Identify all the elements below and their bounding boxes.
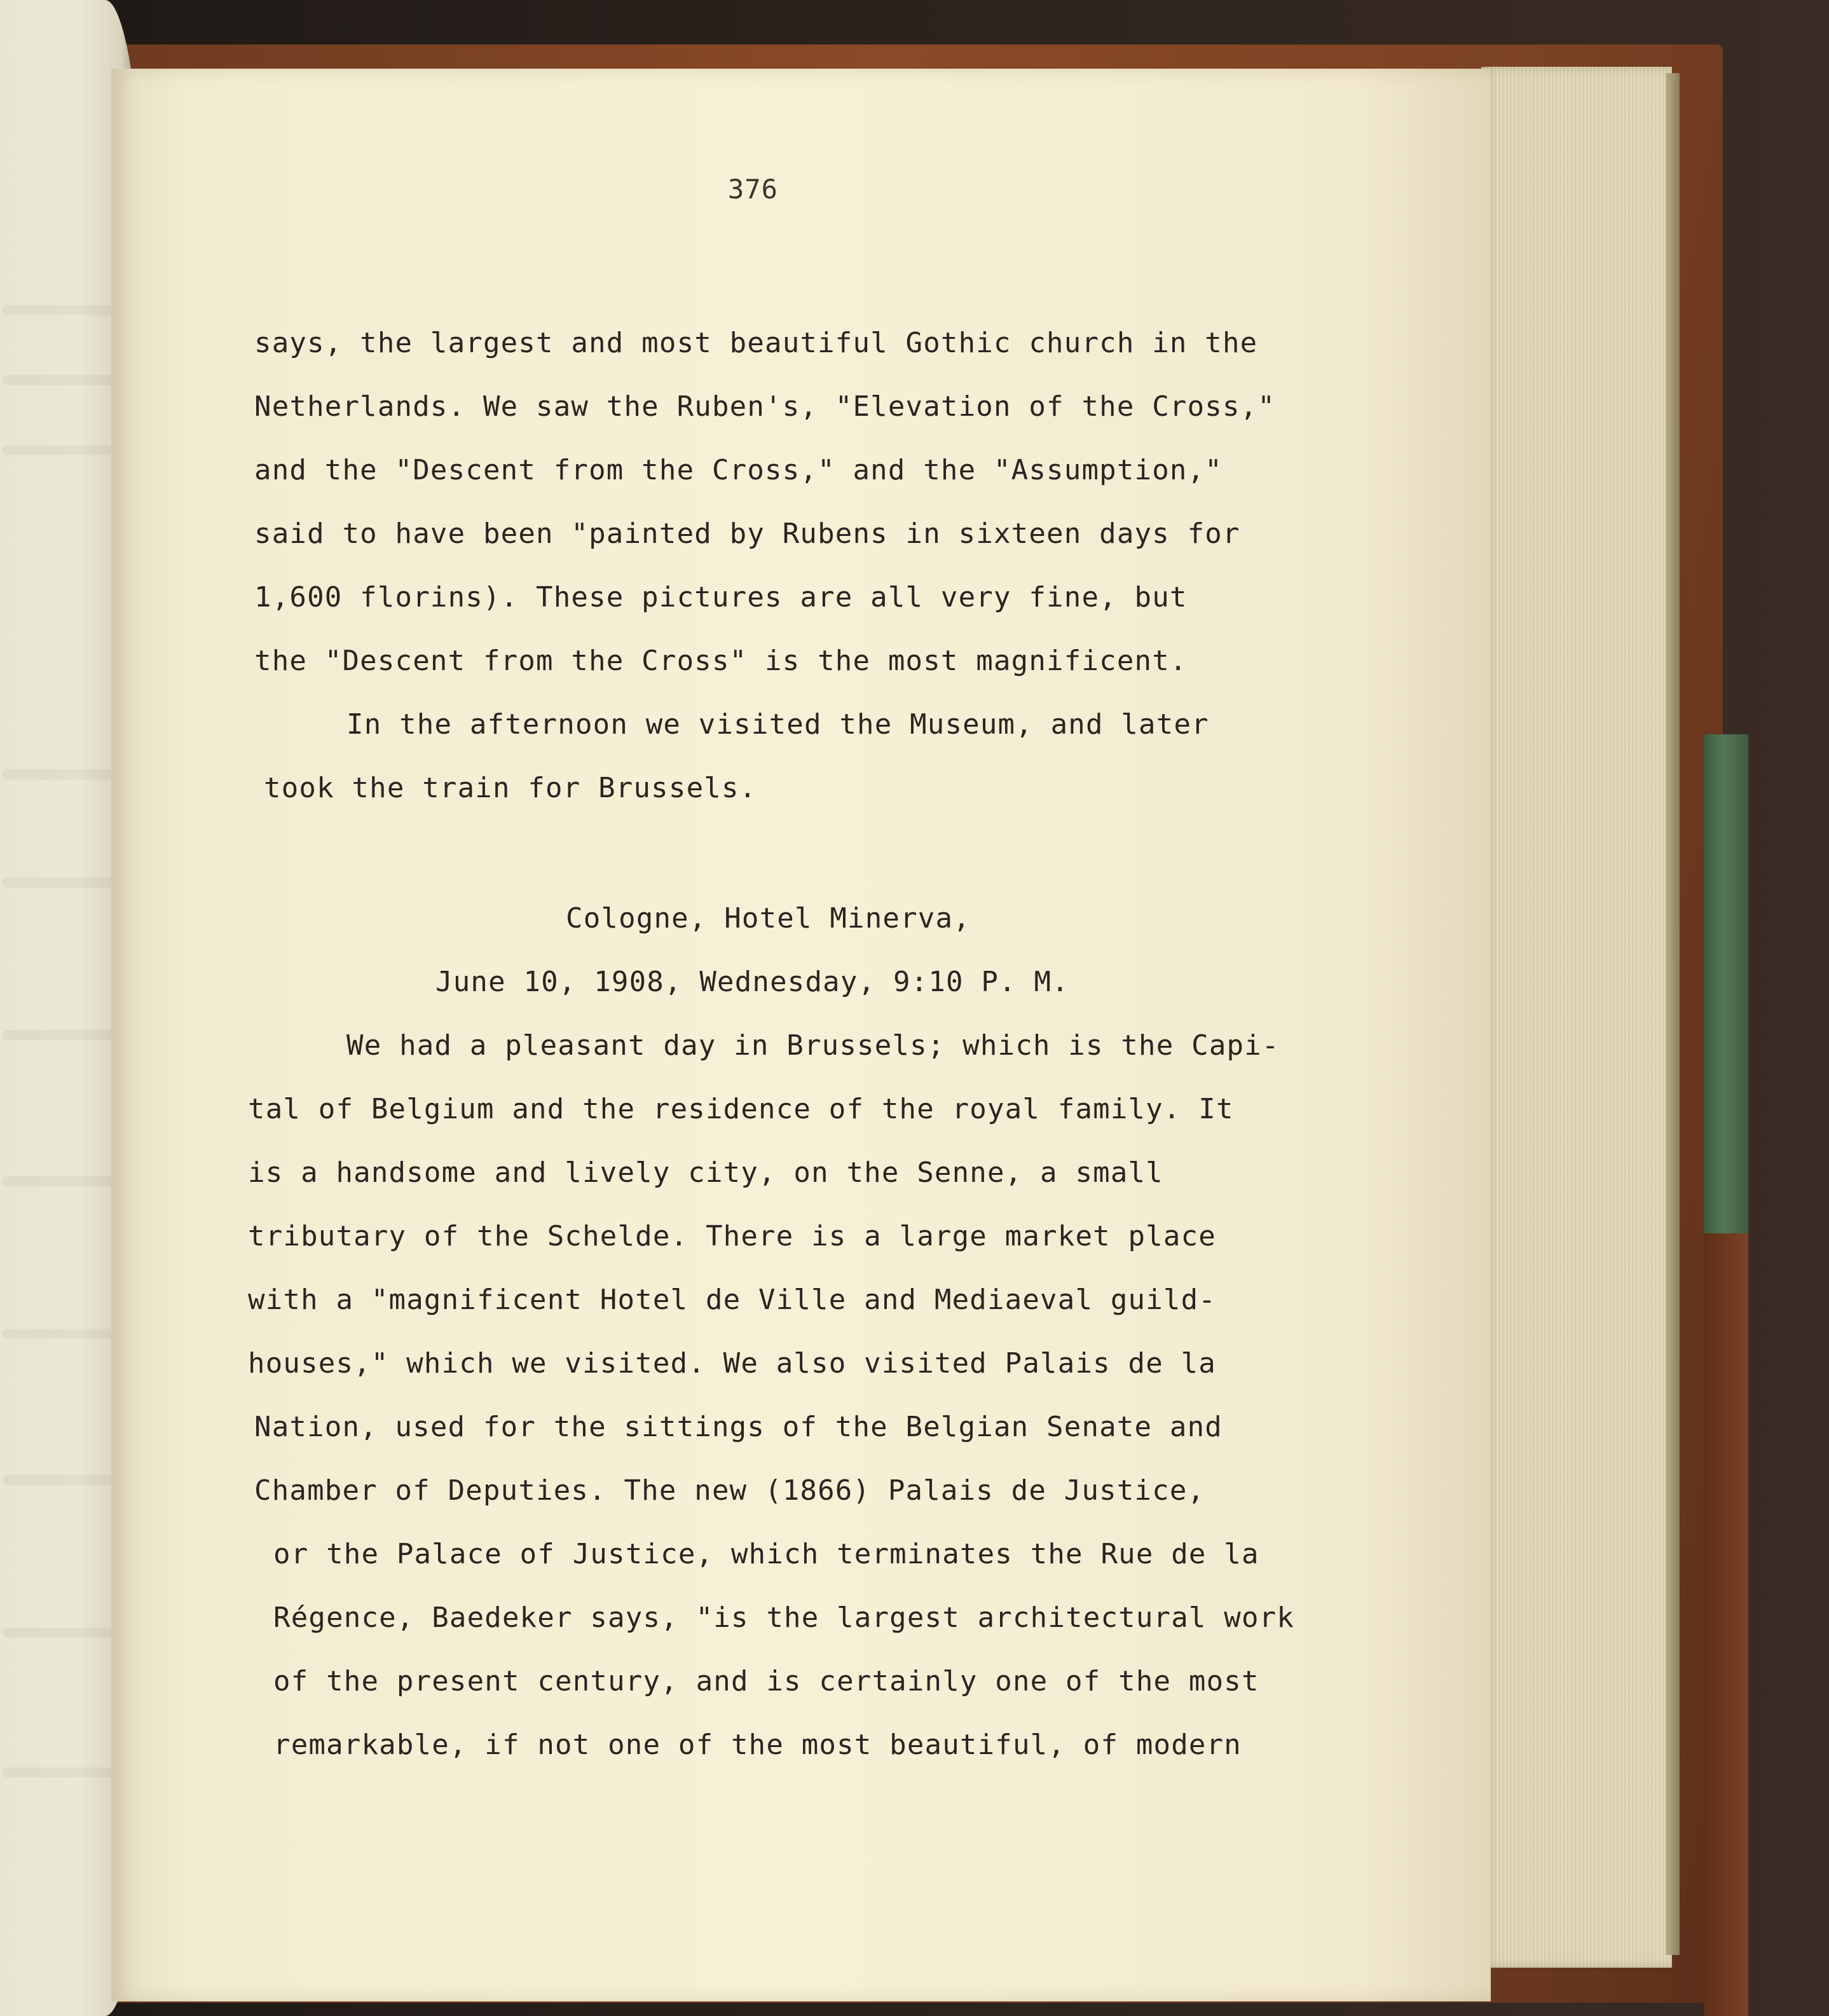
text-line: or the Palace of Justice, which terminates the Rue de la <box>273 1538 1259 1570</box>
page-stack <box>1481 67 1672 1968</box>
show-through-text <box>3 1767 130 1778</box>
show-through-text <box>3 1176 130 1186</box>
text-line: In the afternoon we visited the Museum, and later <box>346 708 1209 741</box>
show-through-text <box>3 1475 130 1485</box>
text-line: Nation, used for the sittings of the Belgian Senate and <box>254 1411 1223 1443</box>
show-through-text <box>3 1030 130 1040</box>
show-through-text <box>3 1628 130 1638</box>
text-line: Netherlands. We saw the Ruben's, "Elevation of the Cross," <box>254 390 1276 423</box>
dateline-place: Cologne, Hotel Minerva, <box>566 902 971 935</box>
typed-page <box>111 69 1491 2001</box>
show-through-text <box>3 877 130 888</box>
page-number: 376 <box>728 174 778 205</box>
cover-edge <box>1704 1233 1748 2016</box>
text-line: tributary of the Schelde. There is a large market place <box>248 1220 1216 1252</box>
show-through-text <box>3 305 130 315</box>
text-line: houses," which we visited. We also visited Palais de la <box>248 1347 1216 1380</box>
text-line: took the train for Brussels. <box>264 772 757 804</box>
text-line: Chamber of Deputies. The new (1866) Palais de Justice, <box>254 1474 1205 1507</box>
show-through-text <box>3 445 130 455</box>
dateline-date: June 10, 1908, Wednesday, 9:10 P. M. <box>435 966 1069 998</box>
show-through-text <box>3 375 130 385</box>
text-line: the "Descent from the Cross" is the most magnificent. <box>254 645 1188 677</box>
text-line: said to have been "painted by Rubens in sixteen days for <box>254 518 1240 550</box>
text-line: of the present century, and is certainly one of the most <box>273 1665 1259 1697</box>
text-line: We had a pleasant day in Brussels; which is the Capi- <box>346 1029 1280 1062</box>
text-line: Régence, Baedeker says, "is the largest architectural work <box>273 1601 1295 1634</box>
text-line: remarkable, if not one of the most beautiful, of modern <box>273 1729 1242 1761</box>
text-line: says, the largest and most beautiful Gothic church in the <box>254 327 1258 359</box>
text-line: tal of Belgium and the residence of the royal family. It <box>248 1093 1234 1125</box>
text-line: with a "magnificent Hotel de Ville and Mediaeval guild- <box>248 1284 1216 1316</box>
show-through-text <box>3 1329 130 1339</box>
text-line: and the "Descent from the Cross," and the "Assumption," <box>254 454 1223 486</box>
ribbon-bookmark <box>1704 734 1748 1243</box>
text-line: 1,600 florins). These pictures are all very fine, but <box>254 581 1188 614</box>
text-line: is a handsome and lively city, on the Senne, a small <box>248 1156 1163 1189</box>
show-through-text <box>3 769 130 779</box>
page-stack-edge <box>1666 73 1680 1955</box>
